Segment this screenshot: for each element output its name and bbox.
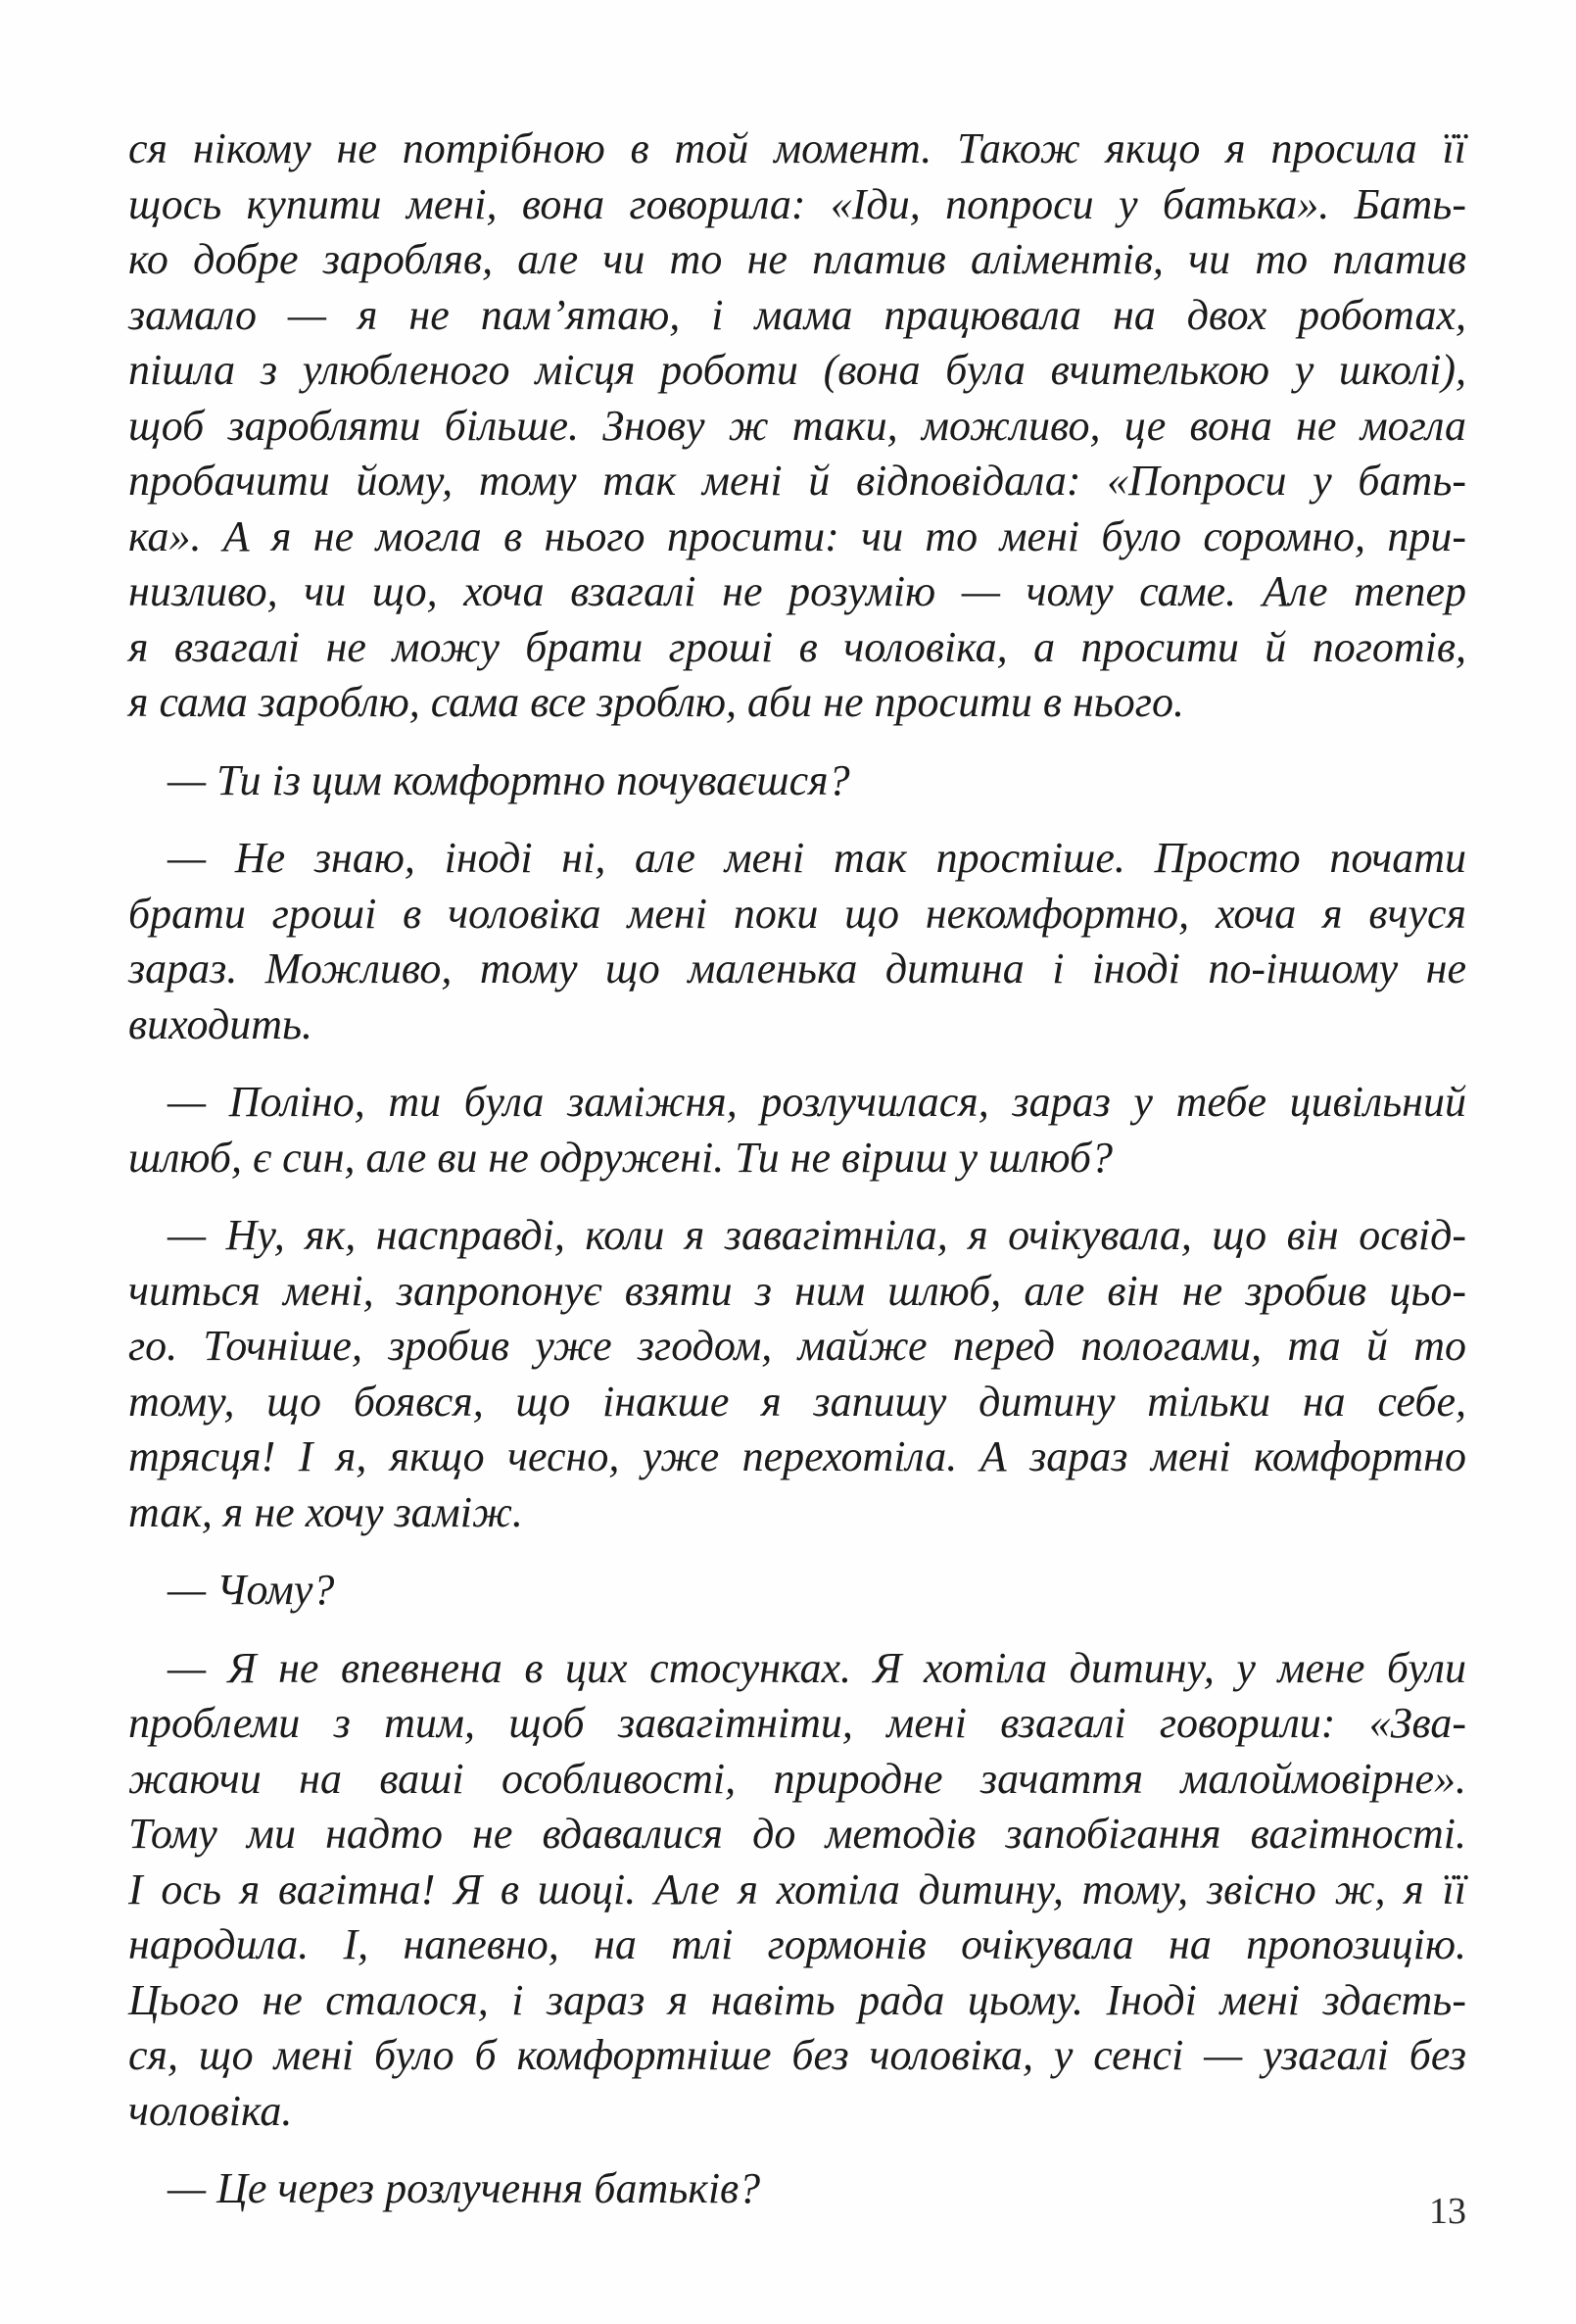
dialogue-paragraph <box>128 1641 1466 2140</box>
text-line: замало — я не пам’ятаю, і мама працювала на двох роботах, <box>128 290 1466 339</box>
text-line: виходить. <box>128 999 313 1048</box>
text-line: так, я не хочу заміж. <box>128 1487 523 1536</box>
text-line: — Поліно, ти була заміжня, розлучилася, зараз у тебе цивільний <box>167 1078 1466 1126</box>
dialogue-paragraph <box>128 831 1466 1052</box>
dialogue-paragraph <box>128 2161 1466 2217</box>
text-line: я сама зароблю, сама все зроблю, аби не просити в нього. <box>128 678 1184 726</box>
dialogue-paragraph <box>128 1563 1466 1619</box>
text-line: ся, що мені було б комфортніше без чоловіка, у сенсі — узагалі без <box>128 2031 1466 2079</box>
dialogue-paragraph <box>128 1075 1466 1186</box>
text-line: ко добре заробляв, але чи то не платив аліментів, чи то платив <box>128 235 1466 283</box>
text-line: зараз. Можливо, тому що маленька дитина і іноді по-іншому не <box>128 944 1466 993</box>
text-line: проблеми з тим, щоб завагітніти, мені взагалі говорили: «Зва- <box>128 1699 1466 1747</box>
text-line: народила. І, напевно, на тлі гормонів очікувала на пропозицію. <box>128 1920 1466 1968</box>
text-line: пробачити йому, тому так мені й відповідала: «Попроси у бать- <box>128 457 1466 505</box>
text-line: Тому ми надто не вдавалися до методів запобігання вагітності. <box>128 1810 1466 1858</box>
text-line: Цього не сталося, і зараз я навіть рада цьому. Іноді мені здаєть- <box>128 1975 1466 2024</box>
text-line: брати гроші в чоловіка мені поки що некомфортно, хоча я вчуся <box>128 889 1466 938</box>
body-text <box>128 121 1466 2240</box>
text-line: чоловіка. <box>128 2086 293 2135</box>
text-line: — Я не впевнена в цих стосунках. Я хотіла дитину, у мене були <box>167 1643 1466 1692</box>
text-line: — Ти із цим комфортно почуваєшся? <box>167 755 850 804</box>
text-line: тому, що боявся, що інакше я запишу дитину тільки на себе, <box>128 1377 1466 1426</box>
text-line: жаючи на ваші особливості, природне зачаття малоймовірне». <box>128 1754 1466 1803</box>
text-line: ка». А я не могла в нього просити: чи то мені було соромно, при- <box>128 511 1466 560</box>
text-line: — Не знаю, іноді ні, але мені так простіше. Просто почати <box>167 834 1466 882</box>
text-line: читься мені, запропонує взяти з ним шлюб, але він не зробив цьо- <box>128 1266 1466 1315</box>
text-line: шлюб, є син, але ви не одружені. Ти не віриш у шлюб? <box>128 1133 1114 1182</box>
paragraph <box>128 121 1466 731</box>
text-line: трясця! І я, якщо чесно, уже перехотіла. А зараз мені комфортно <box>128 1432 1466 1480</box>
text-line: І ось я вагітна! Я в шоці. Але я хотіла дитину, тому, звісно ж, я її <box>128 1864 1466 1913</box>
text-line: низливо, чи що, хоча взагалі не розумію — чому саме. Але тепер <box>128 567 1466 615</box>
dialogue-paragraph <box>128 753 1466 809</box>
text-line: ся нікому не потрібною в той момент. Також якщо я просила її <box>128 124 1466 172</box>
text-line: — Чому? <box>167 1566 335 1614</box>
page-number: 13 <box>1429 2191 1466 2232</box>
text-line: я взагалі не можу брати гроші в чоловіка, а просити й поготів, <box>128 622 1466 671</box>
text-line: го. Точніше, зробив уже згодом, майже перед пологами, та й то <box>128 1322 1466 1370</box>
text-line: — Ну, як, насправді, коли я завагітніла, я очікувала, що він освід- <box>167 1211 1466 1259</box>
dialogue-paragraph <box>128 1208 1466 1540</box>
text-line: пішла з улюбленого місця роботи (вона була вчителькою у школі), <box>128 346 1466 394</box>
text-line: — Це через розлучення батьків? <box>167 2164 761 2212</box>
text-line: щоб заробляти більше. Знову ж таки, можливо, це вона не могла <box>128 401 1466 450</box>
text-line: щось купити мені, вона говорила: «Іди, попроси у батька». Бать- <box>128 179 1466 228</box>
